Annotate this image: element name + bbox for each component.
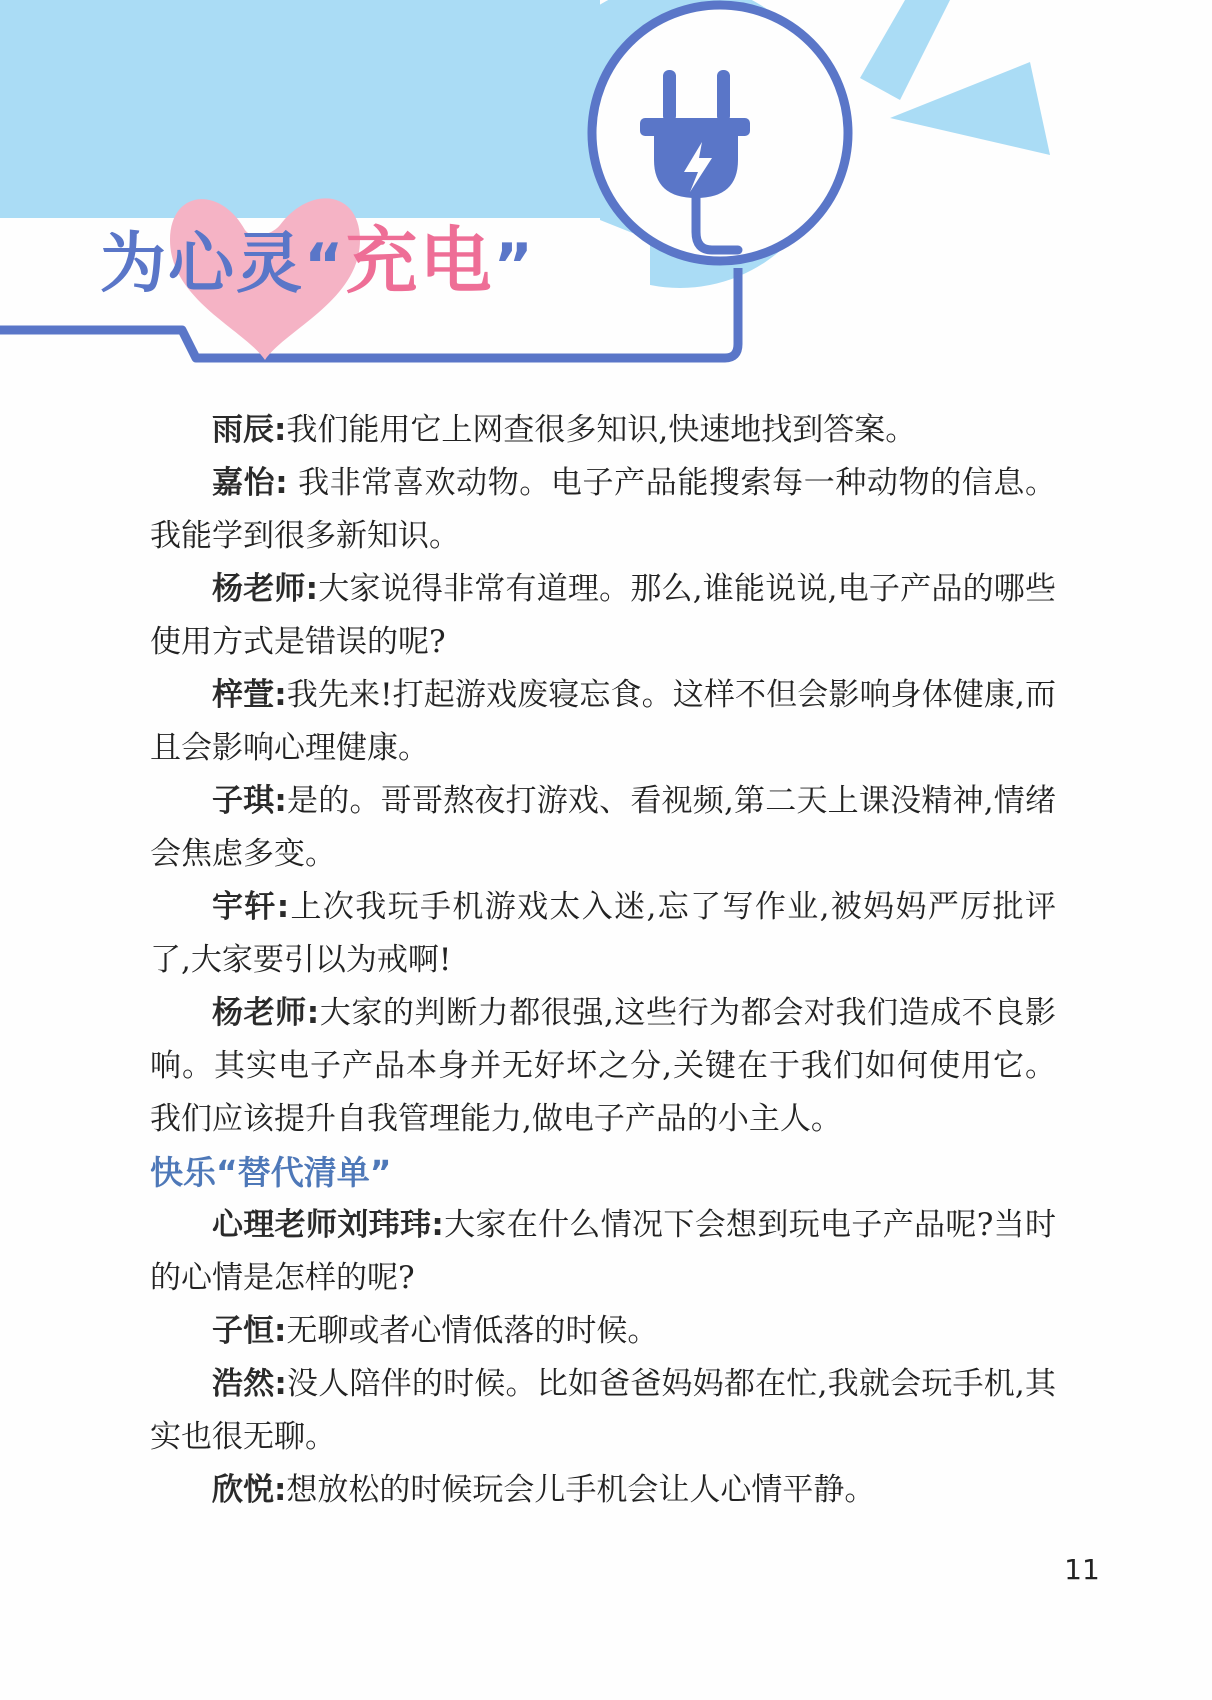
ray-shape-2 bbox=[890, 62, 1050, 155]
dialogue-text: 想放松的时候玩会儿手机会让人心情平静。 bbox=[286, 1472, 876, 1508]
dialogue-text: 我们能用它上网查很多知识,快速地找到答案。 bbox=[286, 412, 917, 448]
dialogue-text: 我非常喜欢动物。电子产品能搜索每一种动物的信息。我能学到很多新知识。 bbox=[150, 465, 1056, 554]
dialogue-text: 大家在什么情况下会想到玩电子产品呢?当时的心情是怎样的呢? bbox=[150, 1207, 1056, 1296]
speaker-name: 杨老师: bbox=[212, 995, 320, 1031]
dialogue-text: 上次我玩手机游戏太入迷,忘了写作业,被妈妈严厉批评了,大家要引以为戒啊! bbox=[150, 889, 1056, 978]
page-title bbox=[100, 219, 535, 303]
page-number: 11 bbox=[1064, 1553, 1100, 1586]
dialogue-text: 是的。哥哥熬夜打游戏、看视频,第二天上课没精神,情绪会焦虑多变。 bbox=[150, 783, 1056, 872]
header-sky-panel bbox=[0, 0, 600, 218]
dialogue-paragraph bbox=[150, 1464, 1056, 1517]
speaker-name: 子恒: bbox=[212, 1313, 287, 1349]
dialogue-text: 没人陪伴的时候。比如爸爸妈妈都在忙,我就会玩手机,其实也很无聊。 bbox=[150, 1366, 1056, 1455]
dialogue-paragraph bbox=[150, 563, 1056, 669]
dialogue-paragraph bbox=[150, 775, 1056, 881]
dialogue-paragraph bbox=[150, 669, 1056, 775]
speaker-name: 雨辰: bbox=[212, 412, 287, 448]
speaker-name: 欣悦: bbox=[212, 1472, 287, 1508]
title-open-quote: “ bbox=[304, 231, 346, 301]
speaker-name: 嘉怡: bbox=[212, 465, 288, 501]
speaker-name: 梓萱: bbox=[212, 677, 287, 713]
section-heading: 快乐“替代清单” bbox=[150, 1153, 392, 1192]
dialogue-paragraph bbox=[150, 1199, 1056, 1305]
dialogue-content bbox=[150, 404, 1056, 1517]
dialogue-paragraph bbox=[150, 987, 1056, 1146]
ray-shape-1 bbox=[860, 0, 950, 100]
dialogue-text: 我先来!打起游戏废寝忘食。这样不但会影响身体健康,而且会影响心理健康。 bbox=[150, 677, 1056, 766]
dialogue-paragraph bbox=[150, 881, 1056, 987]
dialogue-paragraph bbox=[150, 1305, 1056, 1358]
title-close-quote: ” bbox=[493, 231, 535, 301]
speaker-name: 杨老师: bbox=[212, 571, 319, 607]
title-text-part1: 为心灵 bbox=[100, 225, 304, 302]
speaker-name: 心理老师刘玮玮: bbox=[212, 1207, 444, 1243]
speaker-name: 宇轩: bbox=[212, 889, 290, 925]
speaker-name: 子琪: bbox=[212, 783, 287, 819]
dialogue-text: 无聊或者心情低落的时候。 bbox=[286, 1313, 659, 1349]
dialogue-paragraph bbox=[150, 404, 1056, 457]
dialogue-paragraph bbox=[150, 1358, 1056, 1464]
dialogue-text: 大家说得非常有道理。那么,谁能说说,电子产品的哪些使用方式是错误的呢? bbox=[150, 571, 1056, 660]
dialogue-text: 大家的判断力都很强,这些行为都会对我们造成不良影响。其实电子产品本身并无好坏之分,关键在于我们如何使用它。我们应该提升自我管理能力,做电子产品的小主人。 bbox=[150, 995, 1056, 1137]
dialogue-paragraph bbox=[150, 457, 1056, 563]
title-text-part2: 充电 bbox=[345, 219, 494, 303]
header-banner bbox=[0, 0, 1212, 380]
speaker-name: 浩然: bbox=[212, 1366, 287, 1402]
